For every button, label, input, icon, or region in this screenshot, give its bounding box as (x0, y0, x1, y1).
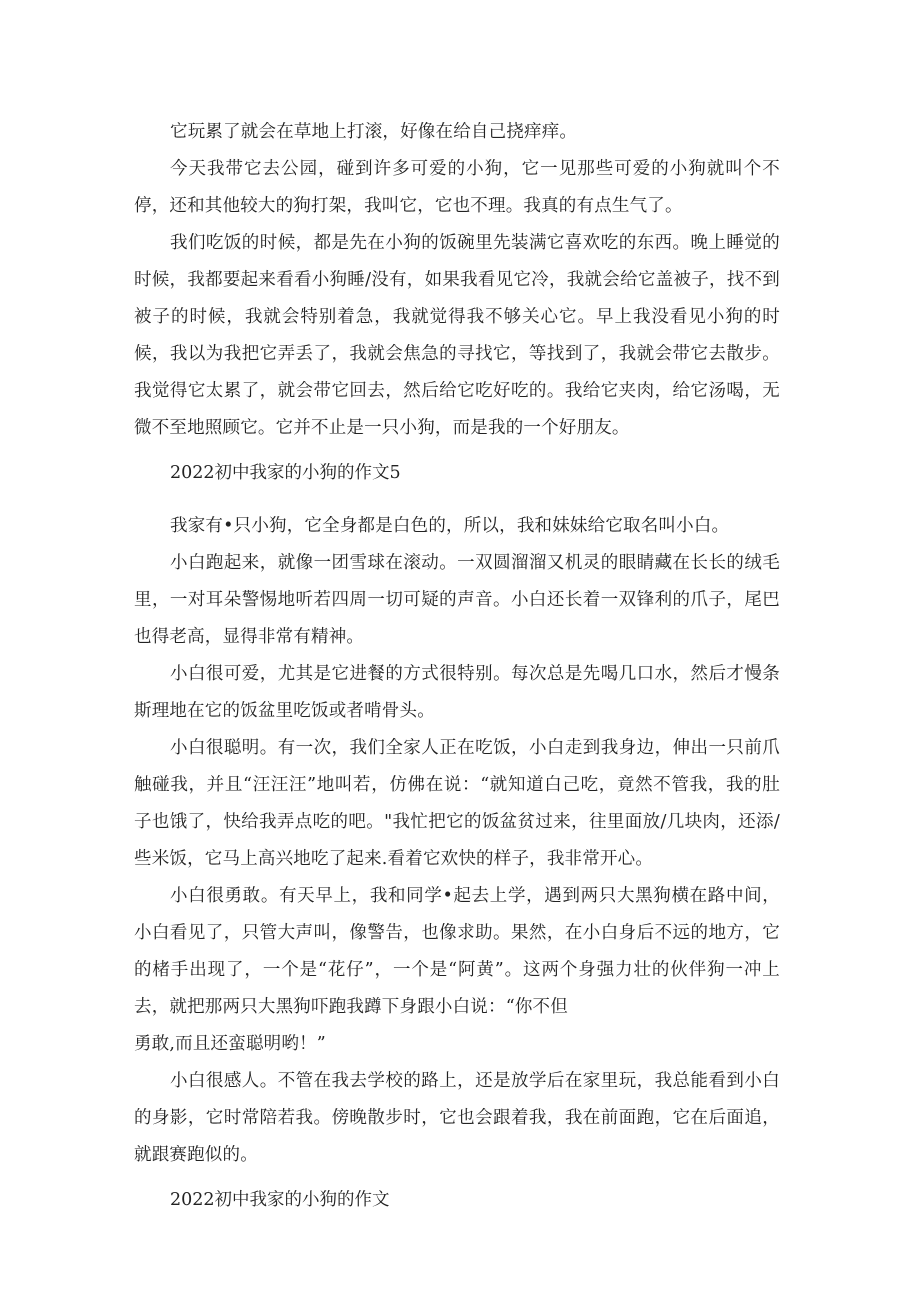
paragraph: 我们吃饭的时候，都是先在小狗的饭碗里先装满它喜欢吃的东西。晚上睡觉的时候，我都要起来看看小狗睡/没有，如果我看见它冷，我就会给它盖被子，找不到被子的时候，我就会特别着急，我就觉得我不够关心它。早上我没看见小狗的时候，我以为我把它弄丢了，我就会焦急的寻找它，等找到了，我就会带它去散步。我觉得它太累了，就会带它回去，然后给它吃好吃的。我给它夹肉，给它汤喝，无微不至地照顾它。它并不止是一只小狗，而是我的一个好朋友。 (134, 233, 780, 438)
spacer (134, 447, 780, 455)
paragraph: 小白很勇敢。有天早上，我和同学•起去上学，遇到两只大黑狗横在路中间，小白看见了，只管大声叫，像警告，也像求助。果然，在小白身后不远的地方，它的楮手出现了，一个是“花仔”，一个是“阿黄”。这两个身强力壮的伙伴狗一冲上去，就把那两只大黑狗吓跑我蹲下身跟小白说：“你不但 (134, 886, 780, 1017)
paragraph: 小白很聪明。有一次，我们全家人正在吃饭，小白走到我身边，伸出一只前爪触碰我，并且“汪汪汪”地叫若，仿佛在说：“就知道白己吃，竟然不管我，我的肚子也饿了，快给我弄点吃的吧。"我忙把它的饭盆贫过来，往里面放/几块肉，还添/些米饭，它马上高兴地吃了起来.看着它欢快的样子，我非常开心。 (134, 738, 780, 869)
essay-heading: 2022初中我家的小狗的作文 (170, 1190, 390, 1210)
spacer (134, 492, 780, 508)
paragraph: 它玩累了就会在草地上打滚，好像在给自己挠痒痒。 (170, 122, 578, 142)
paragraph: 小白很可爱，尤其是它进餐的方式很特别。每次总是先喝几口水，然后才慢条斯理地在它的饭盆里吃饭或者啃骨头。 (134, 664, 780, 721)
paragraph: 今天我带它去公园，碰到许多可爱的小狗，它一见那些可爱的小狗就叫个不停，还和其他较大的狗打架，我叫它，它也不理。我真的有点生气了。 (134, 159, 780, 216)
paragraph: 小白跑起来，就像一团雪球在滚动。一双圆溜溜又机灵的眼睛藏在长长的绒毛里，一对耳朵警惕地听若四周一切可疑的声音。小白还长着一双锋利的爪子，尾巴也得老高，显得非常有精神。 (134, 553, 780, 647)
paragraph-continuation: 勇敢,而且还蛮聪明哟！” (134, 1034, 326, 1054)
paragraph: 小白很感人。不管在我去学校的路上，还是放学后在家里玩，我总能看到小白的身影，它时常陪若我。傍晚散步时，它也会跟着我，我在前面跑，它在后面追，就跟赛跑似的。 (134, 1071, 780, 1165)
essay-heading: 2022初中我家的小狗的作文5 (170, 463, 401, 483)
spacer (134, 1174, 780, 1182)
paragraph: 我家有•只小狗，它全身都是白色的，所以，我和妹妹给它取名叫小白。 (170, 516, 730, 536)
document-body (134, 114, 780, 1219)
